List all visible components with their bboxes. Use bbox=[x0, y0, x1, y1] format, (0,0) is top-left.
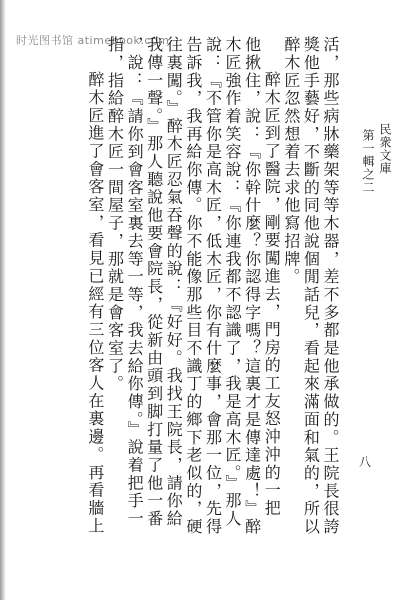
text-line: 往裏闖。』醉木匠忍氣吞聲的說：『好好。我找王院長，請你給 bbox=[164, 36, 184, 528]
text-line: 我傳一聲。』那人聽說他要會院長，從新由頭到脚打量了他一番 bbox=[144, 36, 164, 528]
text-line: 醉木匠進了會客室，看見已經有三位客人在裏邊。再看牆上 bbox=[85, 71, 105, 536]
page-number: 八 bbox=[359, 455, 372, 469]
text-line: 他揪住，說：『你幹什麼？你認得字嗎？這裏才是傳達處！』醉 bbox=[242, 36, 262, 536]
text-line: 告訴我，我再給你傳。你不能像那些目不識丁的鄉下老似的，硬 bbox=[183, 36, 203, 536]
text-line: 指，指給醉木匠一間屋子，那就是會客室了。 bbox=[105, 36, 125, 393]
volume-label: 第一輯之二 bbox=[361, 129, 375, 194]
text-line: 活，那些病牀藥架等等木器，差不多都是他承做的。王院長很誇 bbox=[321, 36, 340, 536]
text-line: 獎他手藝好，不斷的同他說個閒話兒，看起來滿面和氣的，所以 bbox=[301, 36, 321, 536]
text-line: 醉木匠到了醫院，剛要闖進去，門房的工友怒沖沖的一把 bbox=[262, 71, 282, 518]
running-header bbox=[360, 123, 394, 194]
vertical-text-body bbox=[26, 36, 340, 584]
page-edge-shadow bbox=[0, 0, 6, 600]
text-line: ，說：『請你到會客室裏去等一等，我去給你傳。』說着把手一 bbox=[125, 36, 145, 528]
series-title: 民衆文庫 bbox=[378, 123, 392, 175]
watermark: 时光图书馆 atimebook.com bbox=[16, 34, 170, 47]
text-line: 醉木匠忽然想着去求他寫招牌。 bbox=[281, 36, 301, 286]
text-line: 說：『不管你是高木匠，低木匠，你有什麼事，會那一位，先得 bbox=[203, 36, 223, 536]
text-line: 木匠強作着笑容說：『你連我都不認識了，我是高木匠。』那人 bbox=[223, 36, 243, 528]
